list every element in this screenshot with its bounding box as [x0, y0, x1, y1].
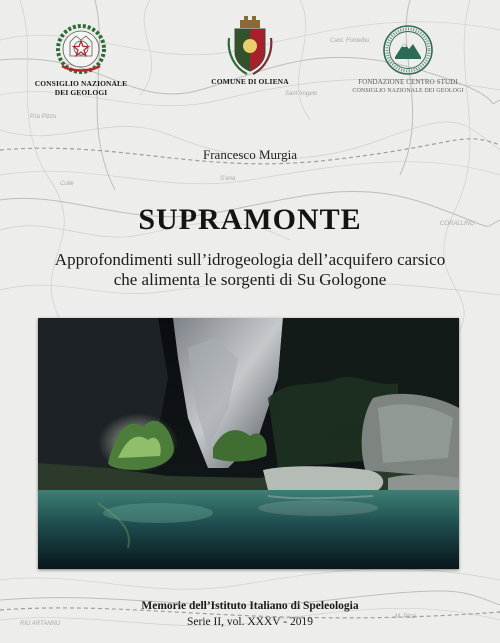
series-info [0, 598, 500, 630]
italian-emblem-icon [54, 22, 108, 76]
logo-caption-left-line1: CONSIGLIO NAZIONALE [34, 79, 128, 88]
book-subtitle [0, 250, 500, 290]
subtitle-line-1: Approfondimenti sull’idrogeologia dell’acquifero carsico [54, 250, 446, 269]
series-line-2: Serie II, vol. XXXV - 2019 [187, 616, 313, 628]
logo-fondazione-centro-studi [352, 24, 464, 96]
svg-text:Cuile: Cuile [60, 181, 74, 187]
svg-text:Cant. Fontelbu: Cant. Fontelbu [330, 38, 370, 44]
logo-consiglio-nazionale-geologi [26, 22, 136, 97]
svg-text:S’ena: S’ena [220, 176, 236, 182]
mountain-seal-icon [382, 24, 434, 76]
logo-caption-right-line1: FONDAZIONE CENTRO STUDI [358, 78, 458, 86]
coat-of-arms-icon [225, 14, 275, 76]
subtitle-line-2: che alimenta le sorgenti di Su Gologone [113, 270, 387, 289]
logo-caption-center: COMUNE DI OLIENA [211, 77, 289, 86]
svg-text:Sant’Angelo: Sant’Angelo [285, 91, 318, 97]
cave-spring-photo [38, 318, 459, 569]
book-title: SUPRAMONTE [138, 203, 362, 236]
logo-caption-right-line2: CONSIGLIO NAZIONALE DEI GEOLOGI [352, 88, 464, 94]
svg-text:CORALLINU: CORALLINU [440, 221, 475, 227]
logo-comune-di-oliena [195, 14, 305, 86]
logo-caption-left-line2: DEI GEOLOGI [54, 88, 108, 97]
author-name: Francesco Murgia [203, 147, 297, 162]
series-line-1: Memorie dell’Istituto Italiano di Speleologia [141, 600, 359, 612]
svg-text:P.ta Pizzu: P.ta Pizzu [30, 114, 57, 120]
svg-text:M. Pizzi: M. Pizzi [395, 614, 416, 620]
svg-text:RIU ARTANNU: RIU ARTANNU [20, 621, 61, 627]
